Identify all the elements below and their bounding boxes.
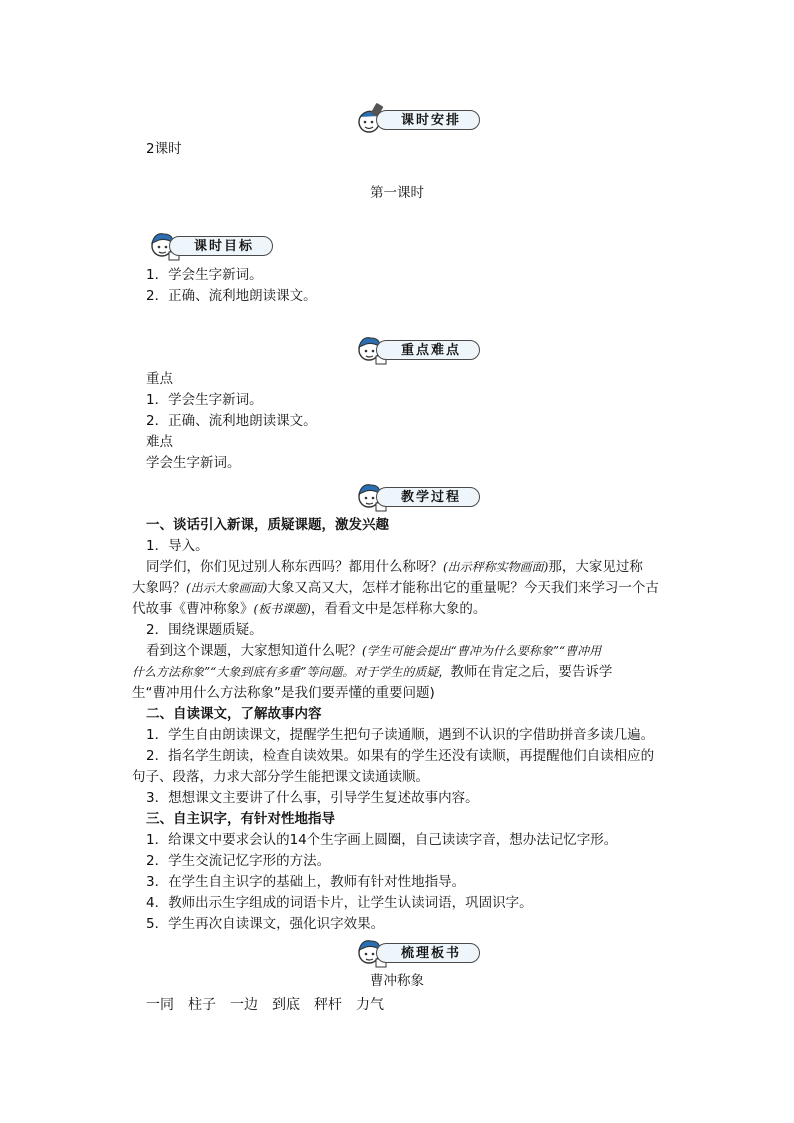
note-run: (出示大象画面) — [186, 581, 268, 595]
process-step1: 1．导入。 — [146, 538, 209, 554]
badge-pill — [376, 110, 480, 130]
text-run: 大象又高又大，怎样才能称出它的重量呢？今天我们来学习一个古 — [267, 580, 659, 596]
key-item-1: 1．学会生字新词。 — [146, 392, 263, 408]
badge-pill — [376, 487, 480, 507]
process-part3-title: 三、自主识字，有针对性地指导 — [146, 811, 335, 827]
badge-pill — [376, 340, 480, 360]
process-part2-item2b: 句子、段落，力求大部分学生能把课文读通读顺。 — [132, 769, 429, 785]
section-badge-goals — [147, 234, 275, 258]
board-title: 曹冲称象 — [370, 973, 424, 989]
difficulty-text: 学会生字新词。 — [146, 455, 241, 471]
process-para1-line3 — [132, 600, 486, 618]
schedule-text: 2课时 — [146, 141, 182, 157]
process-para1-line2 — [132, 579, 659, 597]
text-run: 同学们，你们见过别人称东西吗？都用什么称呀？ — [146, 559, 443, 575]
difficulty-label: 难点 — [146, 434, 173, 450]
note-run: 什么方法称象”“大象到底有多重”等问题。对于学生的质疑， — [132, 665, 451, 679]
goal-item-1: 1．学会生字新词。 — [146, 267, 263, 283]
process-para1-line1 — [146, 558, 643, 576]
text-run: 那，大家见过称 — [548, 559, 643, 575]
process-part3-item3: 3．在学生自主识字的基础上，教师有针对性地指导。 — [146, 874, 466, 890]
note-run: (学生可能会提出“曹冲为什么要称象”“曹冲用 — [362, 644, 602, 658]
badge-pill — [376, 943, 480, 963]
key-item-2: 2．正确、流利地朗读课文。 — [146, 413, 317, 429]
process-part3-item4: 4．教师出示生字组成的词语卡片，让学生认读词语，巩固识字。 — [146, 895, 533, 911]
text-run: 教师在肯定之后，要告诉学 — [450, 664, 613, 680]
process-para2-line2 — [132, 663, 612, 681]
process-part1-title: 一、谈话引入新课，质疑课题，激发兴趣 — [146, 517, 389, 533]
badge-pill — [169, 236, 273, 256]
text-run: 看到这个课题，大家想知道什么呢？ — [146, 643, 362, 659]
section-title-key-points: 重点难点 — [401, 343, 462, 358]
process-para2-line3: 生“曹冲用什么方法称象”是我们要弄懂的重要问题) — [132, 685, 435, 701]
section-badge-schedule — [354, 108, 482, 132]
process-part2-item2a: 2．指名学生朗读，检查自读效果。如果有的学生还没有读顺，再提醒他们自读相应的 — [146, 748, 655, 764]
text-run: ，看看文中是怎样称大象的。 — [310, 601, 487, 617]
section-badge-key-points — [354, 338, 482, 362]
text-run: 代故事《曹冲称象》 — [132, 601, 254, 617]
goal-item-2: 2．正确、流利地朗读课文。 — [146, 288, 317, 304]
process-part2-item3: 3．想想课文主要讲了什么事，引导学生复述故事内容。 — [146, 790, 479, 806]
section-badge-process — [354, 485, 482, 509]
section-title-process: 教学过程 — [401, 490, 462, 505]
key-label: 重点 — [146, 371, 173, 387]
section-badge-board — [354, 941, 482, 965]
note-run: (板书课题) — [253, 602, 311, 616]
process-part2-item1: 1．学生自由朗读课文，提醒学生把句子读通顺，遇到不认识的字借助拼音多读几遍。 — [146, 727, 655, 743]
process-part3-item1: 1．给课文中要求会认的14个生字画上圆圈，自己读读字音，想办法记忆字形。 — [146, 832, 618, 848]
text-run: 大象吗？ — [132, 580, 186, 596]
process-part3-item5: 5．学生再次自读课文，强化识字效果。 — [146, 916, 385, 932]
process-para2-line1 — [146, 642, 601, 660]
process-step2: 2．围绕课题质疑。 — [146, 622, 263, 638]
lesson-title: 第一课时 — [370, 185, 424, 201]
note-run: (出示秤称实物画面) — [443, 560, 549, 574]
section-title-board: 梳理板书 — [401, 946, 462, 961]
section-title-goals: 课时目标 — [194, 239, 255, 254]
board-words: 一同 柱子 一边 到底 秤杆 力气 — [146, 997, 384, 1013]
process-part2-title: 二、自读课文，了解故事内容 — [146, 706, 322, 722]
section-title-schedule: 课时安排 — [401, 113, 462, 128]
process-part3-item2: 2．学生交流记忆字形的方法。 — [146, 853, 331, 869]
